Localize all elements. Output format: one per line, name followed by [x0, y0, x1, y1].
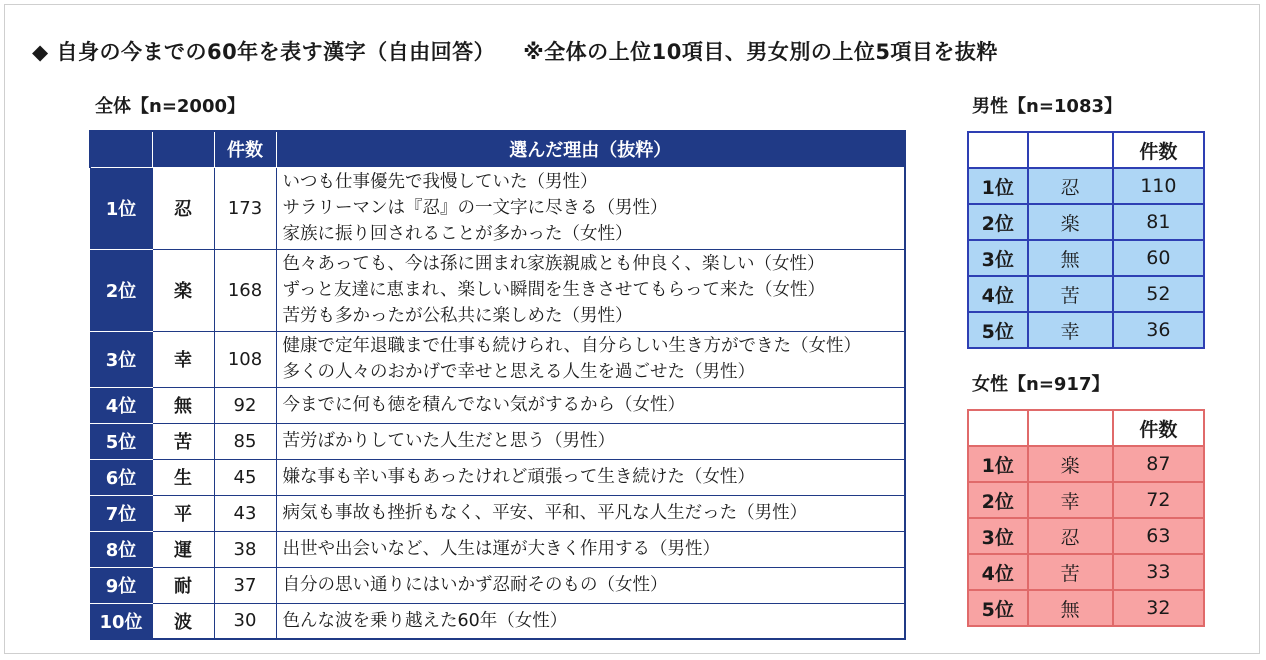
male-count-cell: 60 [1113, 240, 1204, 276]
kanji-cell: 幸 [152, 331, 214, 387]
kanji-cell: 忍 [152, 167, 214, 249]
reason-cell [276, 567, 905, 603]
kanji-cell: 平 [152, 495, 214, 531]
reason-line: サラリーマンは『忍』の一文字に尽きる（男性） [282, 198, 668, 218]
kanji-cell: 楽 [152, 249, 214, 331]
overall-table [89, 130, 906, 640]
male-table [967, 131, 1205, 349]
female-rank-cell: 1位 [968, 446, 1028, 482]
table-row [90, 531, 905, 567]
female-kanji-cell: 忍 [1028, 518, 1113, 554]
female-rank-cell: 4位 [968, 554, 1028, 590]
rank-cell: 6位 [90, 459, 152, 495]
rank-cell: 9位 [90, 567, 152, 603]
female-caption: 女性【n=917】 [972, 374, 1110, 395]
reason-line: 出世や出会いなど、人生は運が大きく作用する（男性） [282, 539, 720, 559]
reason-line: 色々あっても、今は孫に囲まれ家族親戚とも仲良く、楽しい（女性） [282, 254, 825, 274]
reason-cell [276, 603, 905, 639]
female-table [967, 409, 1205, 627]
female-count-cell: 32 [1113, 590, 1204, 626]
table-row [968, 312, 1204, 348]
table-row [90, 567, 905, 603]
table-row [968, 446, 1204, 482]
count-cell: 30 [214, 603, 276, 639]
reason-line: 苦労も多かったが公私共に楽しめた（男性） [282, 306, 633, 326]
table-row [968, 590, 1204, 626]
male-kanji-cell: 楽 [1028, 204, 1113, 240]
count-cell: 168 [214, 249, 276, 331]
male-rank-cell: 2位 [968, 204, 1028, 240]
female-kanji-cell: 幸 [1028, 482, 1113, 518]
overall-caption: 全体【n=2000】 [95, 96, 245, 117]
male-kanji-cell: 無 [1028, 240, 1113, 276]
male-kanji-cell: 苦 [1028, 276, 1113, 312]
reason-line: 色んな波を乗り越えた60年（女性） [282, 610, 568, 631]
count-cell: 37 [214, 567, 276, 603]
table-row [90, 331, 905, 387]
male-caption: 男性【n=1083】 [972, 96, 1122, 117]
male-count-cell: 52 [1113, 276, 1204, 312]
reason-line: 嫌な事も辛い事もあったけれど頑張って生き続けた（女性） [282, 467, 755, 487]
reason-line: いつも仕事優先で我慢していた（男性） [282, 172, 598, 192]
rank-cell: 5位 [90, 423, 152, 459]
male-header-count: 件数 [1113, 132, 1204, 168]
header-count: 件数 [214, 131, 276, 167]
count-cell: 173 [214, 167, 276, 249]
count-cell: 45 [214, 459, 276, 495]
table-row [968, 204, 1204, 240]
header-reason: 選んだ理由（抜粋） [276, 131, 905, 167]
rank-cell: 8位 [90, 531, 152, 567]
reason-line: 多くの人々のおかげで幸せと思える人生を過ごせた（男性） [282, 362, 755, 382]
male-rank-cell: 4位 [968, 276, 1028, 312]
kanji-cell: 運 [152, 531, 214, 567]
rank-cell: 7位 [90, 495, 152, 531]
female-header-row [968, 410, 1204, 446]
female-header-count: 件数 [1113, 410, 1204, 446]
overall-header-row [90, 131, 905, 167]
reason-line: 今までに何も徳を積んでない気がするから（女性） [282, 395, 685, 415]
table-row [968, 482, 1204, 518]
table-row [90, 387, 905, 423]
female-header-kanji [1028, 410, 1113, 446]
table-row [968, 168, 1204, 204]
male-rank-cell: 3位 [968, 240, 1028, 276]
male-rank-cell: 5位 [968, 312, 1028, 348]
table-row [90, 495, 905, 531]
reason-cell [276, 387, 905, 423]
count-cell: 38 [214, 531, 276, 567]
count-cell: 85 [214, 423, 276, 459]
table-row [90, 167, 905, 249]
reason-line: 病気も事故も挫折もなく、平安、平和、平凡な人生だった（男性） [282, 503, 808, 523]
table-row [968, 276, 1204, 312]
table-row [968, 518, 1204, 554]
rank-cell: 4位 [90, 387, 152, 423]
reason-cell [276, 249, 905, 331]
title-text: ◆ 自身の今までの60年を表す漢字（自由回答） [32, 40, 496, 64]
male-header-row [968, 132, 1204, 168]
reason-cell [276, 531, 905, 567]
kanji-cell: 無 [152, 387, 214, 423]
male-header-rank [968, 132, 1028, 168]
count-cell: 108 [214, 331, 276, 387]
reason-cell [276, 495, 905, 531]
female-header-rank [968, 410, 1028, 446]
table-row [90, 249, 905, 331]
male-count-cell: 110 [1113, 168, 1204, 204]
count-cell: 43 [214, 495, 276, 531]
header-rank [90, 131, 152, 167]
female-kanji-cell: 苦 [1028, 554, 1113, 590]
reason-cell [276, 331, 905, 387]
female-kanji-cell: 無 [1028, 590, 1113, 626]
male-count-cell: 81 [1113, 204, 1204, 240]
male-kanji-cell: 忍 [1028, 168, 1113, 204]
female-count-cell: 72 [1113, 482, 1204, 518]
table-row [90, 423, 905, 459]
reason-cell [276, 459, 905, 495]
male-rank-cell: 1位 [968, 168, 1028, 204]
female-count-cell: 87 [1113, 446, 1204, 482]
female-kanji-cell: 楽 [1028, 446, 1113, 482]
male-header-kanji [1028, 132, 1113, 168]
chart-title [32, 36, 998, 66]
reason-cell [276, 167, 905, 249]
count-cell: 92 [214, 387, 276, 423]
male-kanji-cell: 幸 [1028, 312, 1113, 348]
reason-line: 苦労ばかりしていた人生だと思う（男性） [282, 431, 615, 451]
reason-line: 自分の思い通りにはいかず忍耐そのもの（女性） [282, 575, 668, 595]
table-row [90, 459, 905, 495]
kanji-cell: 生 [152, 459, 214, 495]
table-row [968, 240, 1204, 276]
female-rank-cell: 5位 [968, 590, 1028, 626]
reason-cell [276, 423, 905, 459]
rank-cell: 10位 [90, 603, 152, 639]
female-count-cell: 33 [1113, 554, 1204, 590]
reason-line: ずっと友達に恵まれ、楽しい瞬間を生きさせてもらって来た（女性） [282, 280, 825, 300]
reason-line: 健康で定年退職まで仕事も続けられ、自分らしい生き方ができた（女性） [282, 336, 862, 356]
female-rank-cell: 3位 [968, 518, 1028, 554]
header-kanji [152, 131, 214, 167]
rank-cell: 2位 [90, 249, 152, 331]
female-rank-cell: 2位 [968, 482, 1028, 518]
table-row [90, 603, 905, 639]
rank-cell: 3位 [90, 331, 152, 387]
table-row [968, 554, 1204, 590]
female-count-cell: 63 [1113, 518, 1204, 554]
reason-line: 家族に振り回されることが多かった（女性） [282, 224, 633, 244]
male-count-cell: 36 [1113, 312, 1204, 348]
kanji-cell: 苦 [152, 423, 214, 459]
rank-cell: 1位 [90, 167, 152, 249]
title-note: ※全体の上位10項目、男女別の上位5項目を抜粋 [523, 40, 998, 64]
kanji-cell: 波 [152, 603, 214, 639]
kanji-cell: 耐 [152, 567, 214, 603]
